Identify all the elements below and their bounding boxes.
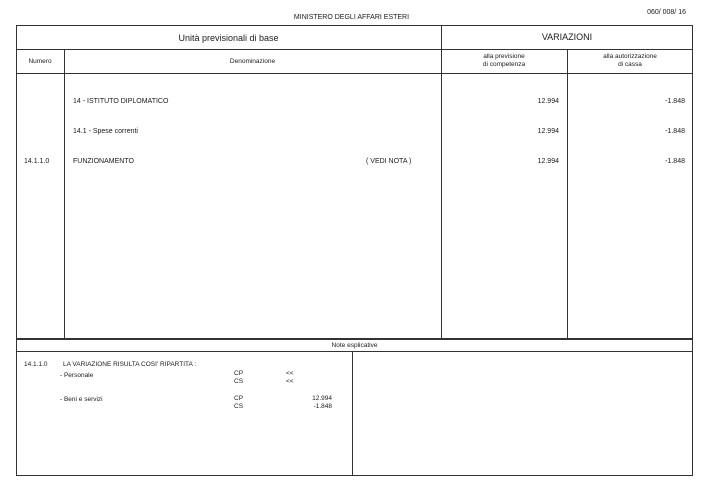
row-2-competenza: 12.994 — [537, 128, 559, 135]
notes-group-2-value-1: 12.994 — [312, 395, 332, 402]
notes-title: Note esplicative — [331, 342, 378, 349]
notes-heading: LA VARIAZIONE RISULTA COSI' RIPARTITA : — [63, 361, 197, 368]
row-3-denominazione: FUNZIONAMENTO — [73, 158, 134, 165]
notes-numero: 14.1.1.0 — [24, 361, 48, 368]
col-competenza-header-1: alla previsione — [483, 53, 525, 60]
row-3-nota: ( VEDI NOTA ) — [366, 158, 412, 165]
row-1-denominazione: 14 - ISTITUTO DIPLOMATICO — [73, 98, 169, 105]
notes-group-1-label: - Personale — [60, 372, 94, 379]
notes-group-2-label: - Beni e servizi — [60, 396, 103, 403]
col-competenza-header-2: di competenza — [482, 61, 526, 68]
cassa-divider — [567, 49, 568, 339]
col-cassa-header-1: alla autorizzazione — [603, 53, 657, 60]
row-1-competenza: 12.994 — [537, 98, 559, 105]
notes-group-2-code-2: CS — [234, 403, 244, 410]
row-2-cassa: -1.848 — [665, 128, 685, 135]
notes-title-divider — [16, 351, 693, 352]
notes-group-2-value-2: -1.848 — [313, 403, 332, 410]
row-2-denominazione: 14.1 - Spese correnti — [73, 128, 138, 135]
header-divider-2 — [16, 73, 693, 74]
notes-group-1-value-1: << — [286, 370, 294, 377]
row-3-competenza: 12.994 — [537, 158, 559, 165]
page-reference: 060/ 008/ 16 — [647, 9, 686, 16]
notes-group-1-code-1: CP — [234, 370, 244, 377]
notes-group-1-value-2: << — [286, 378, 294, 385]
row-3-numero: 14.1.1.0 — [24, 158, 50, 165]
upb-title: Unità previsionali di base — [178, 33, 279, 43]
col-cassa-header-2: di cassa — [618, 61, 642, 68]
col-denominazione-header: Denominazione — [229, 58, 276, 65]
variazioni-title: VARIAZIONI — [541, 32, 593, 42]
notes-column-divider — [352, 351, 353, 476]
variazioni-divider — [441, 25, 442, 339]
numero-divider — [64, 49, 65, 339]
ministry-title: MINISTERO DEGLI AFFARI ESTERI — [293, 14, 410, 21]
col-numero-header: Numero — [28, 58, 52, 65]
row-1-cassa: -1.848 — [665, 98, 685, 105]
notes-group-2-code-1: CP — [234, 395, 244, 402]
notes-box — [16, 339, 693, 476]
header-divider-1 — [16, 49, 693, 50]
row-3-cassa: -1.848 — [665, 158, 685, 165]
notes-group-1-code-2: CS — [234, 378, 244, 385]
